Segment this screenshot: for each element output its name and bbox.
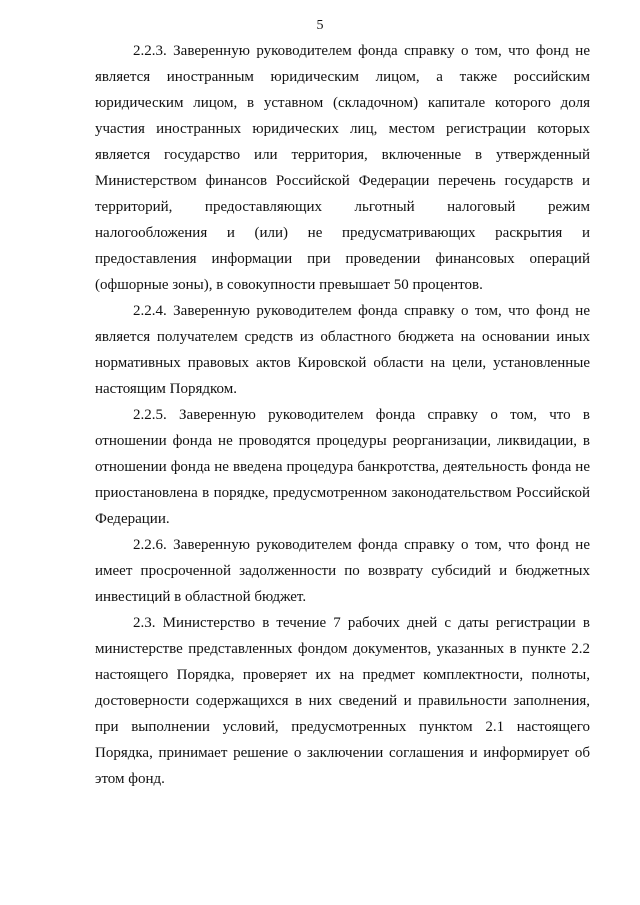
paragraph-2-3: 2.3. Министерство в течение 7 рабочих дней с даты регистрации в министерстве представленных фондом документов, указанных в пункте 2.2 настоящего Порядка, проверяет их на предмет комплектности, полноты, достоверности содержащихся в них сведений и правильности заполнения, при выполнении условий, предусмотренных пунктом 2.1 настоящего Порядка, принимает решение о заключении соглашения и информирует об этом фонд. [95, 615, 590, 787]
paragraph-2-2-3: 2.2.3. Заверенную руководителем фонда справку о том, что фонд не является иностранным юридическим лицом, а также российским юридическим лицом, в уставном (складочном) капитале которого доля участия иностранных юридических лиц, местом регистрации которых является государство или территория, включенные в утвержденный Министерством финансов Российской Федерации перечень государств и территорий, предоставляющих льготный налоговый режим налогообложения и (или) не предусматривающих раскрытия и предоставления информации при проведении финансовых операций (офшорные зоны), в совокупности превышает 50 процентов. [95, 43, 590, 293]
paragraph-2-2-6: 2.2.6. Заверенную руководителем фонда справку о том, что фонд не имеет просроченной задолженности по возврату субсидий и бюджетных инвестиций в областной бюджет. [95, 537, 590, 605]
paragraph-2-2-5: 2.2.5. Заверенную руководителем фонда справку о том, что в отношении фонда не проводятся процедуры реорганизации, ликвидации, в отношении фонда не введена процедура банкротства, деятельность фонда не приостановлена в порядке, предусмотренном законодательством Российской Федерации. [95, 407, 590, 527]
page-number: 5 [316, 18, 324, 33]
paragraph-2-2-4: 2.2.4. Заверенную руководителем фонда справку о том, что фонд не является получателем средств из областного бюджета на основании иных нормативных правовых актов Кировской области на цели, установленные настоящим Порядком. [95, 303, 590, 397]
document-body [95, 38, 590, 792]
